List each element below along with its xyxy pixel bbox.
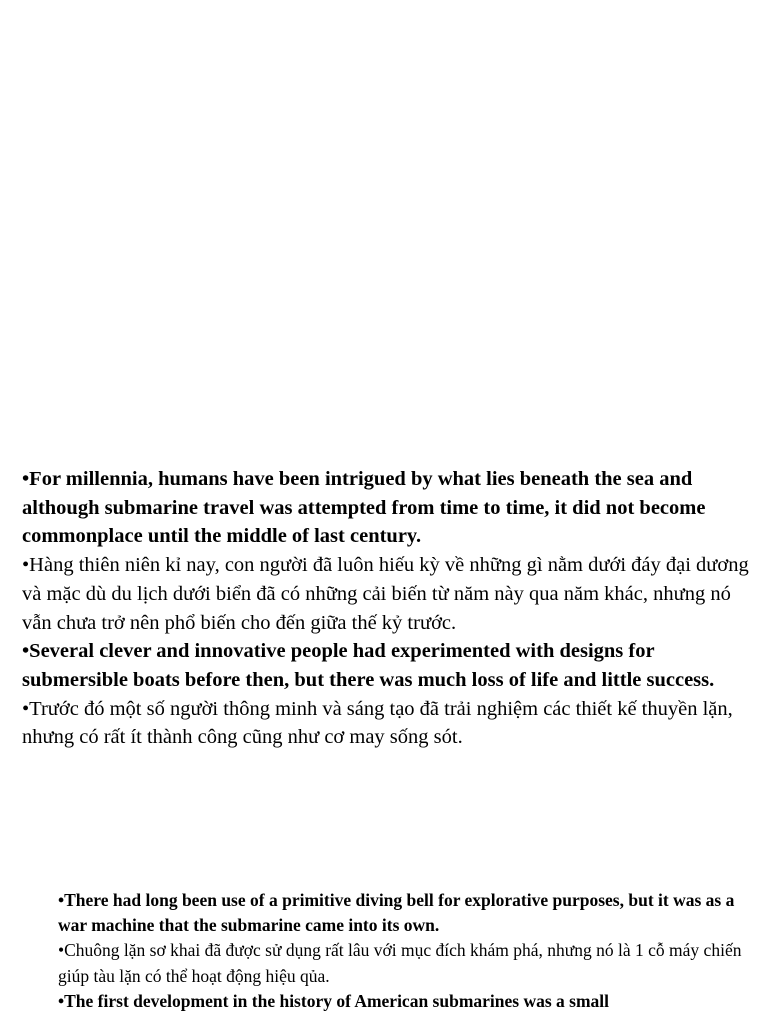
text-block-2 [58, 888, 758, 1014]
paragraph-en-1: •For millennia, humans have been intrigued by what lies beneath the sea and although submarine travel was attempted from time to time, it did not become commonplace until the middle of last century. [22, 468, 706, 548]
text-block-1 [22, 465, 762, 752]
paragraph-vi-3: •Chuông lặn sơ khai đã được sử dụng rất lâu với mục đích khám phá, nhưng nó là 1 cỗ máy chiến giúp tàu lặn có thể hoạt động hiệu qủa. [58, 940, 742, 986]
paragraph-vi-2: •Trước đó một số người thông minh và sáng tạo đã trải nghiệm các thiết kế thuyền lặn, nhưng có rất ít thành công cũng như cơ may sống sót. [22, 697, 733, 749]
paragraph-en-2: •Several clever and innovative people had experimented with designs for submersible boats before then, but there was much loss of life and little success. [22, 640, 715, 691]
paragraph-en-3: •There had long been use of a primitive diving bell for explorative purposes, but it was as a war machine that the submarine came into its own. [58, 890, 735, 936]
paragraph-en-4: •The first development in the history of American submarines was a small [58, 990, 610, 1011]
paragraph-vi-1: •Hàng thiên niên kỉ nay, con người đã luôn hiếu kỳ về những gì nằm dưới đáy đại dương và mặc dù du lịch dưới biển đã có những cải biến từ năm này qua năm khác, nhưng nó vẫn chưa trở nên phổ biến cho đến giữa thế kỷ trước. [22, 554, 749, 634]
